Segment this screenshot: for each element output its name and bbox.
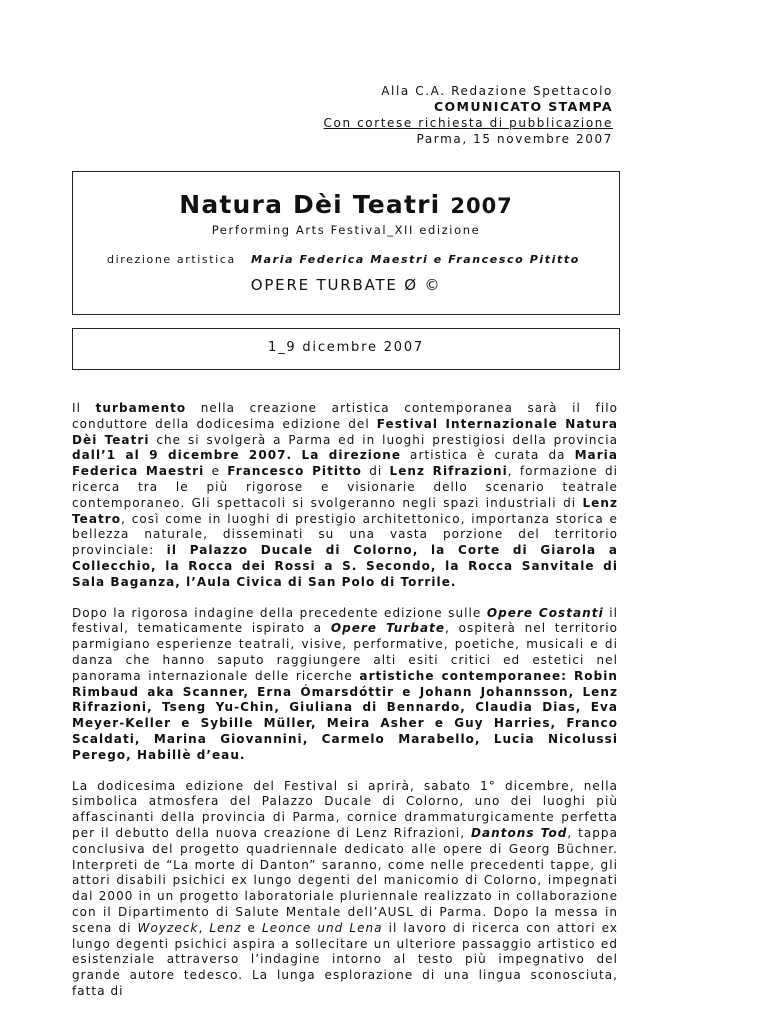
- text-run: e: [241, 920, 263, 935]
- date-place: Parma, 15 novembre 2007: [416, 132, 613, 146]
- text-run: turbamento: [95, 401, 187, 415]
- text-run: il festival, tematicamente ispirato a: [72, 605, 618, 636]
- paragraph-program: [72, 606, 618, 764]
- festival-title: [73, 190, 619, 219]
- text-run: , così come in luoghi di prestigio architettonico, importanza storica e bellezza naturale, disseminati su una vasta porzione del territorio provinciale:: [72, 511, 618, 558]
- text-run: nella creazione artistica contemporanea sarà il filo conduttore della dodicesima edizione del: [72, 401, 618, 431]
- header-block: [324, 83, 613, 147]
- text-run: Festival Internazionale Natura Dèi Teatri: [72, 416, 618, 447]
- text-run: Francesco Pititto: [227, 464, 362, 479]
- text-run: , formazione di ricerca tra le più rigorose e visionarie dello scenario teatrale contemporaneo. Gli spettacoli si svolgeranno negli spazi industriali di: [72, 464, 618, 510]
- text-run: La dodicesima edizione del Festival si aprirà, sabato 1° dicembre, nella simbolica atmosfera del Palazzo Ducale di Colorno, uno dei luoghi più affascinanti della provincia di Parma, cornice drammaturgicamente perfetta per il debutto della nuova creazione di Lenz Rifrazioni,: [72, 778, 618, 840]
- text-run: Leonce und Lena: [262, 920, 383, 935]
- text-run: Lenz Teatro: [72, 495, 618, 526]
- text-run: Lenz Rifrazioni: [389, 464, 508, 479]
- press-body: [72, 401, 618, 1015]
- festival-subtitle: Performing Arts Festival_XII edizione: [211, 223, 481, 237]
- directors-names: Maria Federica Maestri e Francesco Pititto: [251, 253, 580, 266]
- text-run: Opere Costanti: [486, 605, 604, 620]
- text-run: Dantons Tod: [470, 825, 568, 840]
- festival-year: 2007: [450, 194, 513, 218]
- press-release-label: COMUNICATO STAMPA: [433, 99, 613, 114]
- direction-label: direzione artistica: [107, 253, 236, 266]
- text-run: Dopo la rigorosa indagine della precedente edizione sulle: [72, 605, 487, 620]
- festival-name: Natura Dèi Teatri: [179, 190, 441, 219]
- text-run: il Palazzo Ducale di Colorno, la Corte di Giarola a Collecchio, la Rocca dei Rossi a S. Secondo, la Rocca Sanvitale di Sala Baganza, l’Aula Civica di San Polo di Torrile.: [72, 543, 618, 589]
- festival-title-box: [72, 171, 620, 315]
- text-run: Lenz: [209, 920, 242, 935]
- artistic-direction: [107, 253, 580, 266]
- text-run: ,: [198, 920, 210, 935]
- text-run: Maria Federica Maestri: [72, 448, 618, 479]
- text-run: dall’1 al 9 dicembre 2007. La direzione: [72, 448, 402, 463]
- text-run: che si svolgerà a Parma ed in luoghi prestigiosi della provincia: [149, 432, 618, 447]
- recipient-line: Alla C.A. Redazione Spettacolo: [381, 84, 613, 98]
- text-run: artistica è curata da: [401, 448, 575, 463]
- dates-box: [72, 328, 620, 370]
- text-run: di: [361, 464, 390, 479]
- text-run: Woyzeck: [137, 920, 199, 935]
- text-run: e: [204, 464, 228, 479]
- festival-theme: OPERE TURBATE Ø ©: [250, 276, 442, 294]
- text-run: , ospiterà nel territorio parmigiano esperienze teatrali, visive, performative, poetiche, musicali e di danza che hanno saputo raggiungere alti esiti critici ed estetici nel panorama internazionale delle ricerche: [72, 621, 618, 683]
- text-run: , tappa conclusiva del progetto quadriennale dedicato alle opere di Georg Büchner. Interpreti de “La morte di Danton” saranno, come nelle precedenti tappe, gli attori disabili psichici ex lungo degenti del manicomio di Colorno, impegnati dal 2000 in un progetto laboratoriale pluriennale realizzato in collaborazione con il Dipartimento di Salute Mentale dell’AUSL di Parma. Dopo la messa in scena di: [72, 825, 618, 935]
- text-run: Opere Turbate: [330, 621, 446, 636]
- paragraph-intro: [72, 401, 618, 591]
- paragraph-opening: [72, 779, 618, 1000]
- publication-request: Con cortese richiesta di pubblicazione: [323, 116, 613, 130]
- text-run: il lavoro di ricerca con attori ex lungo degenti psichici aspira a sollecitare un ulteriore passaggio artistico ed esistenziale attraverso l’indagine intorno al testo più impegnativo del grande autore tedesco. La lunga esplorazione di una lingua sconosciuta, fatta di: [72, 920, 618, 998]
- text-run: Il: [72, 401, 96, 415]
- text-run: artistiche contemporanee: Robin Rimbaud aka Scanner, Erna Ómarsdóttir e Johann Johannsson, Lenz Rifrazioni, Tseng Yu-Chin, Giuliana di Bennardo, Claudia Dias, Eva Meyer-Keller e Sybille Müller, Meira Asher e Guy Harries, Franco Scaldati, Marina Giovannini, Carmelo Marabello, Lucia Nicolussi Perego, Habillè d’eau.: [72, 668, 618, 762]
- festival-dates: 1_9 dicembre 2007: [268, 340, 424, 355]
